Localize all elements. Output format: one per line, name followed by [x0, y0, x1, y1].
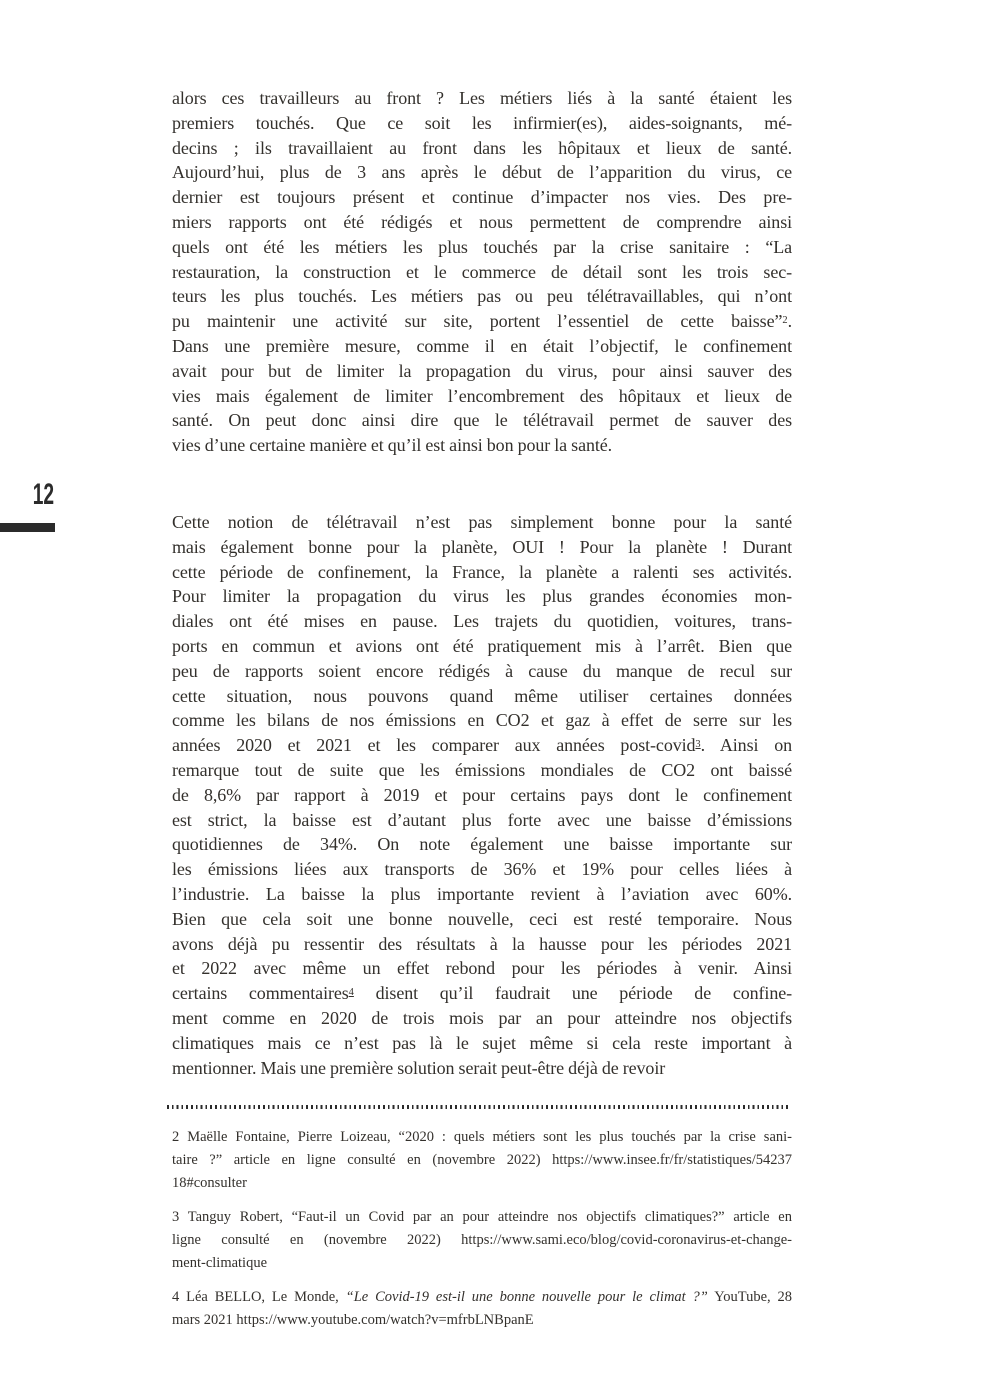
text-line: decins ; ils travaillaient au front dans les hôpitaux et lieux de santé. [172, 137, 792, 158]
text-line: certains commentaires$^4$ disent qu’il faudrait une période de confine- [172, 983, 792, 1004]
text-line: Pour limiter la propagation du virus les plus grandes économies mon- [172, 586, 792, 607]
page-number-bar [0, 523, 55, 532]
text-line: Dans une première mesure, comme il en était l’objectif, le confinement [172, 335, 792, 356]
page-number: 12 [32, 478, 55, 511]
footnote-3 [172, 1206, 792, 1275]
text-line: comme les bilans de nos émissions en CO2 et gaz à effet de serre sur les [172, 710, 792, 731]
text-line: 4 Léa BELLO, Le Monde, “Le Covid-19 est-il une bonne nouvelle pour le climat ?” YouTube, 28 [172, 1289, 792, 1305]
body-paragraph-1 [172, 86, 792, 458]
footnote-2 [172, 1126, 792, 1195]
text-line: de 8,6% par rapport à 2019 et pour certains pays dont le confinement [172, 784, 792, 805]
text-line: dernier est toujours présent et continue d’impacter nos vies. Des pre- [172, 187, 792, 208]
text-line: miers rapports ont été rédigés et nous permettent de comprendre ainsi [172, 211, 792, 232]
text-line: Cette notion de télétravail n’est pas simplement bonne pour la santé [172, 512, 792, 532]
text-line: l’industrie. La baisse la plus importante revient à l’aviation avec 60%. [172, 883, 792, 904]
text-line: mais également bonne pour la planète, OUI ! Pour la planète ! Durant [172, 536, 792, 557]
text-line: est strict, la baisse est d’autant plus forte avec une baisse d’émissions [172, 809, 792, 830]
text-line: mentionner. Mais une première solution serait peut-être déjà de revoir [172, 1057, 666, 1078]
text-line: quels ont été les métiers les plus touchés par la crise sanitaire : “La [172, 236, 792, 257]
text-line: taire ?” article en ligne consulté en (novembre 2022) https://www.insee.fr/fr/statistiques/54237 [172, 1152, 792, 1168]
text-line: vies d’une certaine manière et qu’il est ainsi bon pour la santé. [172, 435, 613, 456]
text-line: peu de rapports soient encore rédigés à cause du manque de recul sur [172, 660, 792, 681]
text-line: vies mais également de limiter l’encombrement des hôpitaux et lieux de [172, 385, 792, 406]
text-line: 3 Tanguy Robert, “Faut-il un Covid par an pour atteindre nos objectifs climatiques?” article en [172, 1209, 792, 1225]
text-line: pu maintenir une activité sur site, portent l’essentiel de cette baisse”$^2$. [172, 311, 792, 332]
text-line: avait pour but de limiter la propagation du virus, pour ainsi sauver des [172, 360, 792, 381]
footnote-separator-dotted-line [167, 1105, 791, 1109]
text-line: mars 2021 https://www.youtube.com/watch?v=mfrbLNBpanE [172, 1312, 534, 1328]
text-line: santé. On peut donc ainsi dire que le télétravail permet de sauver des [172, 410, 792, 431]
text-line: premiers touchés. Que ce soit les infirmier(es), aides-soignants, mé- [172, 112, 792, 133]
text-line: les émissions liées aux transports de 36% et 19% pour celles liées à [172, 859, 792, 880]
text-line: ports en commun et avions ont été pratiquement mis à l’arrêt. Bien que [172, 635, 792, 656]
text-line: climatiques mais ce n’est pas là le sujet même si cela reste important à [172, 1032, 792, 1053]
text-line: avons déjà pu ressentir des résultats à la hausse pour les périodes 2021 [172, 933, 792, 954]
text-line: cette période de confinement, la France, la planète a ralenti ses activités. [172, 561, 792, 582]
text-line: Aujourd’hui, plus de 3 ans après le début de l’apparition du virus, ce [172, 162, 792, 183]
page-number-block [0, 480, 56, 532]
text-line: et 2022 avec même un effet rebond pour les périodes à venir. Ainsi [172, 958, 792, 979]
text-line: années 2020 et 2021 et les comparer aux années post-covid$^3$. Ainsi on [172, 735, 792, 756]
text-line: diales ont été mises en pause. Les trajets du quotidien, voitures, trans- [172, 611, 792, 632]
body-paragraph-2 [172, 510, 792, 1080]
footnote-ref-3[interactable]: 3 [695, 739, 701, 751]
text-line: remarque tout de suite que les émissions mondiales de CO2 ont baissé [172, 759, 792, 780]
text-line: alors ces travailleurs au front ? Les métiers liés à la santé étaient les [172, 88, 792, 108]
text-line: ment comme en 2020 de trois mois par an pour atteindre nos objectifs [172, 1007, 792, 1028]
text-line: cette situation, nous pouvons quand même utiliser certaines données [172, 685, 792, 706]
text-line: quotidiennes de 34%. On note également une baisse importante sur [172, 834, 792, 855]
footnote-4 [172, 1286, 792, 1332]
text-line: teurs les plus touchés. Les métiers pas ou peu télétravaillables, qui n’ont [172, 286, 792, 307]
text-line: ment-climatique [172, 1255, 268, 1271]
text-line: Bien que cela soit une bonne nouvelle, ceci est resté temporaire. Nous [172, 908, 792, 929]
footnote-ref-2: 2 [782, 315, 788, 327]
text-line: 18#consulter [172, 1175, 247, 1191]
footnote-ref-4[interactable]: 4 [348, 987, 354, 999]
text-line: ligne consulté en (novembre 2022) https://www.sami.eco/blog/covid-coronavirus-et-change- [172, 1232, 792, 1248]
text-line: restauration, la construction et le commerce de détail sont les trois sec- [172, 261, 792, 282]
text-line: 2 Maëlle Fontaine, Pierre Loizeau, “2020 : quels métiers sont les plus touchés par la crise sani- [172, 1129, 792, 1145]
